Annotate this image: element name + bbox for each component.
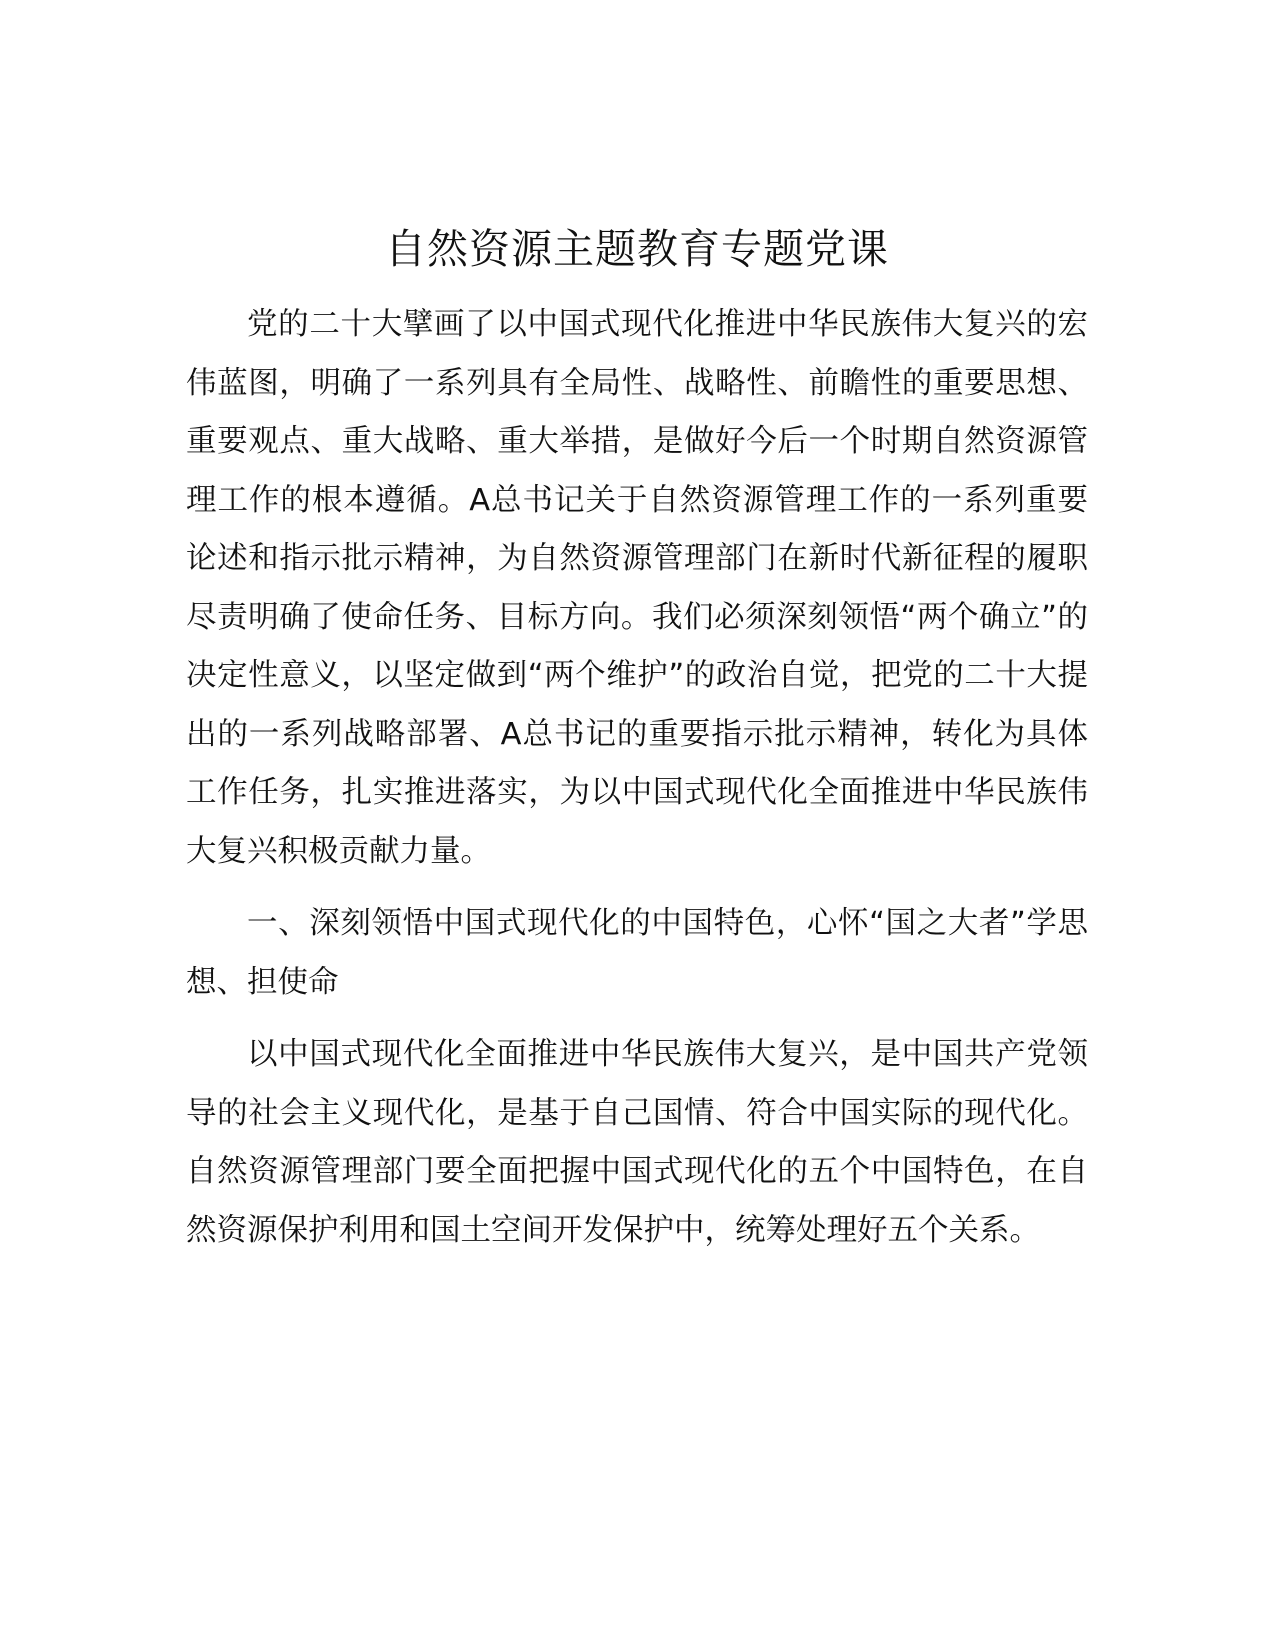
intro-paragraph: 党的二十大擘画了以中国式现代化推进中华民族伟大复兴的宏伟蓝图，明确了一系列具有全局性、战略性、前瞻性的重要思想、重要观点、重大战略、重大举措，是做好今后一个时期自然资源管理工作的根本遵循。A总书记关于自然资源管理工作的一系列重要论述和指示批示精神，为自然资源管理部门在新时代新征程的履职尽责明确了使命任务、目标方向。我们必须深刻领悟“两个确立”的决定性意义，以坚定做到“两个维护”的政治自觉，把党的二十大提出的一系列战略部署、A总书记的重要指示批示精神，转化为具体工作任务，扎实推进落实，为以中国式现代化全面推进中华民族伟大复兴积极贡献力量。 [186,307,1088,869]
document-body [186,220,1088,1274]
section-paragraph: 以中国式现代化全面推进中华民族伟大复兴，是中国共产党领导的社会主义现代化，是基于自己国情、符合中国实际的现代化。自然资源管理部门要全面把握中国式现代化的五个中国特色，在自然资源保护利用和国土空间开发保护中，统筹处理好五个关系。 [186,1037,1088,1248]
section-heading: 一、深刻领悟中国式现代化的中国特色，心怀“国之大者”学思想、担使命 [186,906,1088,1000]
document-title: 自然资源主题教育专题党课 [385,225,889,273]
